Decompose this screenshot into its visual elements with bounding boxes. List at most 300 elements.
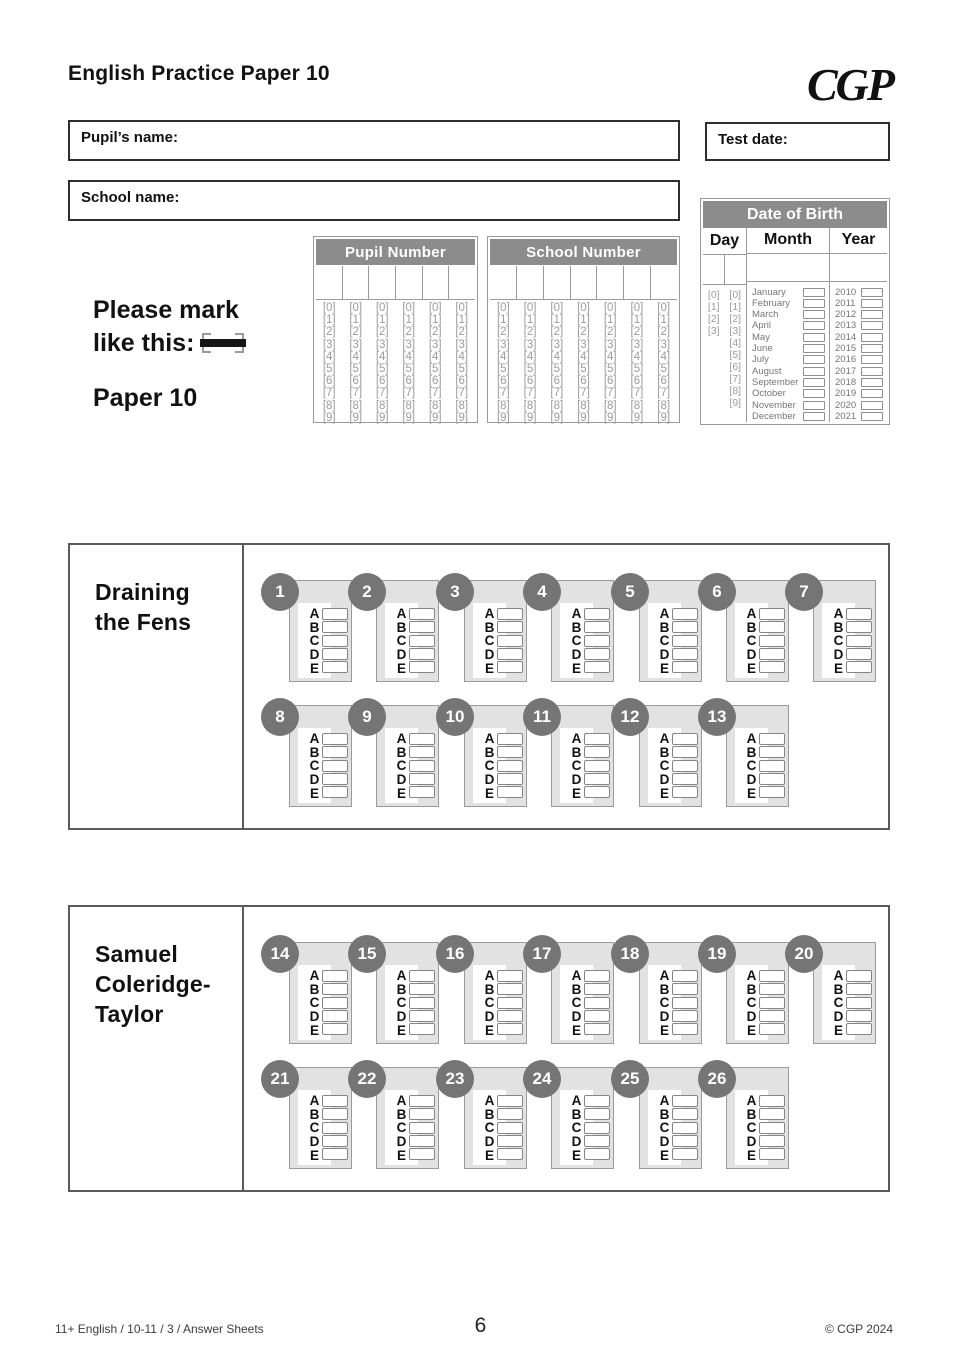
dob-year-box-2017[interactable] bbox=[861, 367, 883, 376]
pupil-number-col5-bubble-8[interactable]: [8] bbox=[428, 399, 442, 412]
school-number-col2-bubble-2[interactable]: [2] bbox=[523, 326, 537, 339]
school-number-write-cell-6[interactable] bbox=[623, 266, 650, 299]
question-7-answer-box-D[interactable] bbox=[846, 648, 872, 660]
school-number-col7-bubble-3[interactable]: [3] bbox=[657, 338, 671, 351]
question-2-answer-box-A[interactable] bbox=[409, 608, 435, 620]
question-14-answer-box-B[interactable] bbox=[322, 983, 348, 995]
question-12-answer-box-E[interactable] bbox=[672, 786, 698, 798]
school-number-col7-bubble-7[interactable]: [7] bbox=[657, 387, 671, 400]
question-19-answer-box-E[interactable] bbox=[759, 1023, 785, 1035]
pupil-number-col3-bubble-8[interactable]: [8] bbox=[375, 399, 389, 412]
school-number-col7-bubble-1[interactable]: [1] bbox=[657, 314, 671, 327]
question-4-answer-box-B[interactable] bbox=[584, 621, 610, 633]
question-10-answer-box-A[interactable] bbox=[497, 733, 523, 745]
question-7-answer-box-E[interactable] bbox=[846, 661, 872, 673]
pupil-number-write-cell-4[interactable] bbox=[395, 266, 422, 299]
school-number-write-cell-4[interactable] bbox=[570, 266, 597, 299]
dob-year-box-2021[interactable] bbox=[861, 412, 883, 421]
school-number-col2-bubble-0[interactable]: [0] bbox=[523, 302, 537, 314]
question-15-answer-box-B[interactable] bbox=[409, 983, 435, 995]
question-15-answer-box-A[interactable] bbox=[409, 970, 435, 982]
question-8-answer-box-C[interactable] bbox=[322, 760, 348, 772]
question-4-answer-box-E[interactable] bbox=[584, 661, 610, 673]
school-name-field[interactable] bbox=[68, 180, 680, 221]
question-10-answer-box-D[interactable] bbox=[497, 773, 523, 785]
pupil-number-write-cell-1[interactable] bbox=[316, 266, 342, 299]
question-25-answer-box-E[interactable] bbox=[672, 1148, 698, 1160]
dob-day-units-bubble-0[interactable]: [0] bbox=[729, 289, 742, 301]
pupil-number-col2-bubble-8[interactable]: [8] bbox=[349, 399, 363, 412]
question-16-answer-box-B[interactable] bbox=[497, 983, 523, 995]
question-21-answer-box-B[interactable] bbox=[322, 1108, 348, 1120]
pupil-number-col4-bubble-1[interactable]: [1] bbox=[402, 314, 416, 327]
pupil-number-col3-bubble-1[interactable]: [1] bbox=[375, 314, 389, 327]
question-12-answer-box-C[interactable] bbox=[672, 760, 698, 772]
school-number-col3-bubble-9[interactable]: [9] bbox=[550, 411, 564, 424]
school-number-col1-bubble-3[interactable]: [3] bbox=[496, 338, 510, 351]
question-6-answer-box-B[interactable] bbox=[759, 621, 785, 633]
pupil-number-col4-bubble-0[interactable]: [0] bbox=[402, 302, 416, 314]
question-24-answer-box-B[interactable] bbox=[584, 1108, 610, 1120]
question-6-answer-box-D[interactable] bbox=[759, 648, 785, 660]
question-1-answer-box-D[interactable] bbox=[322, 648, 348, 660]
pupil-number-col3-bubble-4[interactable]: [4] bbox=[375, 350, 389, 363]
school-number-col4-bubble-5[interactable]: [5] bbox=[577, 363, 590, 376]
question-11-answer-box-D[interactable] bbox=[584, 773, 610, 785]
question-16-answer-box-A[interactable] bbox=[497, 970, 523, 982]
school-number-col2-bubble-8[interactable]: [8] bbox=[523, 399, 537, 412]
school-number-col2-bubble-9[interactable]: [9] bbox=[523, 411, 537, 424]
question-16-answer-box-E[interactable] bbox=[497, 1023, 523, 1035]
question-22-answer-box-B[interactable] bbox=[409, 1108, 435, 1120]
question-18-answer-box-A[interactable] bbox=[672, 970, 698, 982]
question-17-answer-box-B[interactable] bbox=[584, 983, 610, 995]
pupil-number-col5-bubble-2[interactable]: [2] bbox=[428, 326, 442, 339]
question-21-answer-box-E[interactable] bbox=[322, 1148, 348, 1160]
question-14-answer-box-A[interactable] bbox=[322, 970, 348, 982]
school-number-col4-bubble-0[interactable]: [0] bbox=[577, 302, 590, 314]
school-number-col4-bubble-8[interactable]: [8] bbox=[577, 399, 590, 412]
school-number-col1-bubble-9[interactable]: [9] bbox=[496, 411, 510, 424]
question-24-answer-box-C[interactable] bbox=[584, 1122, 610, 1134]
question-13-answer-box-D[interactable] bbox=[759, 773, 785, 785]
dob-day-write-cell-2[interactable] bbox=[724, 255, 746, 284]
pupil-number-col3-bubble-0[interactable]: [0] bbox=[375, 302, 389, 314]
school-number-col1-bubble-0[interactable]: [0] bbox=[496, 302, 510, 314]
question-2-answer-box-C[interactable] bbox=[409, 635, 435, 647]
pupil-number-write-cell-6[interactable] bbox=[448, 266, 475, 299]
question-25-answer-box-A[interactable] bbox=[672, 1095, 698, 1107]
question-24-answer-box-E[interactable] bbox=[584, 1148, 610, 1160]
dob-year-box-2010[interactable] bbox=[861, 288, 883, 297]
pupil-number-col6-bubble-5[interactable]: [5] bbox=[455, 363, 469, 376]
pupil-number-col6-bubble-3[interactable]: [3] bbox=[455, 338, 469, 351]
dob-day-tens-bubble-2[interactable]: [2] bbox=[707, 313, 720, 325]
dob-month-box-march[interactable] bbox=[803, 310, 825, 319]
pupil-number-col5-bubble-7[interactable]: [7] bbox=[428, 387, 442, 400]
dob-year-box-2019[interactable] bbox=[861, 389, 883, 398]
question-3-answer-box-B[interactable] bbox=[497, 621, 523, 633]
question-10-answer-box-C[interactable] bbox=[497, 760, 523, 772]
school-number-col5-bubble-2[interactable]: [2] bbox=[603, 326, 617, 339]
question-14-answer-box-C[interactable] bbox=[322, 997, 348, 1009]
question-8-answer-box-D[interactable] bbox=[322, 773, 348, 785]
pupil-number-col4-bubble-2[interactable]: [2] bbox=[402, 326, 416, 339]
pupil-number-col6-bubble-1[interactable]: [1] bbox=[455, 314, 469, 327]
school-number-col2-bubble-7[interactable]: [7] bbox=[523, 387, 537, 400]
question-21-answer-box-A[interactable] bbox=[322, 1095, 348, 1107]
school-number-col1-bubble-4[interactable]: [4] bbox=[496, 350, 510, 363]
question-3-answer-box-C[interactable] bbox=[497, 635, 523, 647]
pupil-number-col2-bubble-3[interactable]: [3] bbox=[349, 338, 363, 351]
school-number-col5-bubble-1[interactable]: [1] bbox=[603, 314, 617, 327]
question-11-answer-box-A[interactable] bbox=[584, 733, 610, 745]
pupil-number-col3-bubble-3[interactable]: [3] bbox=[375, 338, 389, 351]
question-7-answer-box-A[interactable] bbox=[846, 608, 872, 620]
question-5-answer-box-B[interactable] bbox=[672, 621, 698, 633]
pupil-number-col2-bubble-4[interactable]: [4] bbox=[349, 350, 363, 363]
pupil-number-col6-bubble-2[interactable]: [2] bbox=[455, 326, 469, 339]
pupil-number-col2-bubble-1[interactable]: [1] bbox=[349, 314, 363, 327]
school-number-col4-bubble-4[interactable]: [4] bbox=[577, 350, 590, 363]
pupil-number-col5-bubble-9[interactable]: [9] bbox=[428, 411, 442, 424]
question-24-answer-box-A[interactable] bbox=[584, 1095, 610, 1107]
school-number-col5-bubble-3[interactable]: [3] bbox=[603, 338, 617, 351]
pupil-number-col4-bubble-6[interactable]: [6] bbox=[402, 375, 416, 388]
school-number-col5-bubble-6[interactable]: [6] bbox=[603, 375, 617, 388]
question-25-answer-box-B[interactable] bbox=[672, 1108, 698, 1120]
question-16-answer-box-C[interactable] bbox=[497, 997, 523, 1009]
question-21-answer-box-C[interactable] bbox=[322, 1122, 348, 1134]
pupil-number-col3-bubble-6[interactable]: [6] bbox=[375, 375, 389, 388]
pupil-number-col2-bubble-5[interactable]: [5] bbox=[349, 363, 363, 376]
school-number-col3-bubble-1[interactable]: [1] bbox=[550, 314, 564, 327]
dob-year-box-2013[interactable] bbox=[861, 321, 883, 330]
dob-day-units-bubble-6[interactable]: [6] bbox=[729, 361, 742, 373]
pupil-number-col5-bubble-3[interactable]: [3] bbox=[428, 338, 442, 351]
question-11-answer-box-E[interactable] bbox=[584, 786, 610, 798]
dob-day-units-bubble-2[interactable]: [2] bbox=[729, 313, 742, 325]
school-number-col2-bubble-6[interactable]: [6] bbox=[523, 375, 537, 388]
question-23-answer-box-C[interactable] bbox=[497, 1122, 523, 1134]
question-20-answer-box-D[interactable] bbox=[846, 1010, 872, 1022]
school-number-col5-bubble-4[interactable]: [4] bbox=[603, 350, 617, 363]
question-9-answer-box-B[interactable] bbox=[409, 746, 435, 758]
question-19-answer-box-A[interactable] bbox=[759, 970, 785, 982]
dob-year-write-cell[interactable] bbox=[830, 254, 887, 283]
school-number-col3-bubble-8[interactable]: [8] bbox=[550, 399, 564, 412]
dob-month-box-june[interactable] bbox=[803, 344, 825, 353]
school-number-col3-bubble-2[interactable]: [2] bbox=[550, 326, 564, 339]
school-number-col6-bubble-9[interactable]: [9] bbox=[630, 411, 644, 424]
school-number-write-cell-3[interactable] bbox=[543, 266, 570, 299]
question-19-answer-box-C[interactable] bbox=[759, 997, 785, 1009]
dob-month-box-january[interactable] bbox=[803, 288, 825, 297]
question-9-answer-box-C[interactable] bbox=[409, 760, 435, 772]
question-9-answer-box-D[interactable] bbox=[409, 773, 435, 785]
pupil-number-col5-bubble-6[interactable]: [6] bbox=[428, 375, 442, 388]
school-number-col4-bubble-6[interactable]: [6] bbox=[577, 375, 590, 388]
school-number-col5-bubble-0[interactable]: [0] bbox=[603, 302, 617, 314]
question-11-answer-box-B[interactable] bbox=[584, 746, 610, 758]
question-26-answer-box-D[interactable] bbox=[759, 1135, 785, 1147]
question-19-answer-box-B[interactable] bbox=[759, 983, 785, 995]
school-number-col4-bubble-1[interactable]: [1] bbox=[577, 314, 590, 327]
dob-year-box-2018[interactable] bbox=[861, 378, 883, 387]
question-18-answer-box-D[interactable] bbox=[672, 1010, 698, 1022]
school-number-col6-bubble-0[interactable]: [0] bbox=[630, 302, 644, 314]
school-number-col2-bubble-4[interactable]: [4] bbox=[523, 350, 537, 363]
school-number-col4-bubble-7[interactable]: [7] bbox=[577, 387, 590, 400]
question-17-answer-box-D[interactable] bbox=[584, 1010, 610, 1022]
school-number-write-cell-5[interactable] bbox=[596, 266, 623, 299]
dob-day-units-bubble-3[interactable]: [3] bbox=[729, 325, 742, 337]
school-number-col6-bubble-5[interactable]: [5] bbox=[630, 363, 644, 376]
school-number-col7-bubble-2[interactable]: [2] bbox=[657, 326, 671, 339]
school-number-col6-bubble-7[interactable]: [7] bbox=[630, 387, 644, 400]
question-9-answer-box-A[interactable] bbox=[409, 733, 435, 745]
question-12-answer-box-B[interactable] bbox=[672, 746, 698, 758]
pupil-number-col4-bubble-4[interactable]: [4] bbox=[402, 350, 416, 363]
question-8-answer-box-B[interactable] bbox=[322, 746, 348, 758]
dob-month-box-december[interactable] bbox=[803, 412, 825, 421]
pupil-number-col6-bubble-6[interactable]: [6] bbox=[455, 375, 469, 388]
school-number-col2-bubble-1[interactable]: [1] bbox=[523, 314, 537, 327]
question-13-answer-box-A[interactable] bbox=[759, 733, 785, 745]
pupil-number-col3-bubble-7[interactable]: [7] bbox=[375, 387, 389, 400]
dob-month-box-july[interactable] bbox=[803, 355, 825, 364]
school-number-write-cell-2[interactable] bbox=[516, 266, 543, 299]
pupil-number-col1-bubble-0[interactable]: [0] bbox=[322, 302, 336, 314]
dob-month-box-april[interactable] bbox=[803, 321, 825, 330]
question-26-answer-box-E[interactable] bbox=[759, 1148, 785, 1160]
school-number-col4-bubble-9[interactable]: [9] bbox=[577, 411, 590, 424]
question-5-answer-box-C[interactable] bbox=[672, 635, 698, 647]
dob-year-box-2011[interactable] bbox=[861, 299, 883, 308]
school-number-col5-bubble-5[interactable]: [5] bbox=[603, 363, 617, 376]
question-15-answer-box-C[interactable] bbox=[409, 997, 435, 1009]
question-5-answer-box-A[interactable] bbox=[672, 608, 698, 620]
pupil-number-col2-bubble-6[interactable]: [6] bbox=[349, 375, 363, 388]
question-1-answer-box-C[interactable] bbox=[322, 635, 348, 647]
school-number-col3-bubble-3[interactable]: [3] bbox=[550, 338, 564, 351]
pupil-number-col5-bubble-0[interactable]: [0] bbox=[428, 302, 442, 314]
test-date-field[interactable] bbox=[705, 122, 890, 161]
question-1-answer-box-B[interactable] bbox=[322, 621, 348, 633]
school-number-col6-bubble-8[interactable]: [8] bbox=[630, 399, 644, 412]
question-22-answer-box-A[interactable] bbox=[409, 1095, 435, 1107]
question-20-answer-box-E[interactable] bbox=[846, 1023, 872, 1035]
school-number-col1-bubble-6[interactable]: [6] bbox=[496, 375, 510, 388]
question-15-answer-box-D[interactable] bbox=[409, 1010, 435, 1022]
question-18-answer-box-C[interactable] bbox=[672, 997, 698, 1009]
school-number-col4-bubble-2[interactable]: [2] bbox=[577, 326, 590, 339]
question-2-answer-box-B[interactable] bbox=[409, 621, 435, 633]
question-12-answer-box-A[interactable] bbox=[672, 733, 698, 745]
school-number-col7-bubble-5[interactable]: [5] bbox=[657, 363, 671, 376]
dob-day-units-bubble-1[interactable]: [1] bbox=[729, 301, 742, 313]
school-number-col6-bubble-4[interactable]: [4] bbox=[630, 350, 644, 363]
question-3-answer-box-D[interactable] bbox=[497, 648, 523, 660]
dob-day-tens-bubble-3[interactable]: [3] bbox=[707, 325, 720, 337]
pupil-number-col1-bubble-6[interactable]: [6] bbox=[322, 375, 336, 388]
dob-month-box-september[interactable] bbox=[803, 378, 825, 387]
pupil-number-col2-bubble-9[interactable]: [9] bbox=[349, 411, 363, 424]
question-25-answer-box-C[interactable] bbox=[672, 1122, 698, 1134]
question-24-answer-box-D[interactable] bbox=[584, 1135, 610, 1147]
school-number-col2-bubble-5[interactable]: [5] bbox=[523, 363, 537, 376]
question-22-answer-box-C[interactable] bbox=[409, 1122, 435, 1134]
dob-year-box-2016[interactable] bbox=[861, 355, 883, 364]
question-6-answer-box-A[interactable] bbox=[759, 608, 785, 620]
question-15-answer-box-E[interactable] bbox=[409, 1023, 435, 1035]
school-number-col2-bubble-3[interactable]: [3] bbox=[523, 338, 537, 351]
school-number-write-cell-1[interactable] bbox=[490, 266, 516, 299]
dob-month-box-august[interactable] bbox=[803, 367, 825, 376]
question-12-answer-box-D[interactable] bbox=[672, 773, 698, 785]
school-number-col1-bubble-2[interactable]: [2] bbox=[496, 326, 510, 339]
question-4-answer-box-A[interactable] bbox=[584, 608, 610, 620]
pupil-number-col1-bubble-1[interactable]: [1] bbox=[322, 314, 336, 327]
school-number-col3-bubble-0[interactable]: [0] bbox=[550, 302, 564, 314]
dob-day-write-cell-1[interactable] bbox=[703, 255, 724, 284]
school-number-col7-bubble-8[interactable]: [8] bbox=[657, 399, 671, 412]
dob-day-units-bubble-8[interactable]: [8] bbox=[729, 385, 742, 397]
dob-day-units-bubble-5[interactable]: [5] bbox=[729, 349, 742, 361]
pupil-number-write-cell-3[interactable] bbox=[368, 266, 395, 299]
pupil-number-write-cell-5[interactable] bbox=[422, 266, 449, 299]
pupil-number-col5-bubble-1[interactable]: [1] bbox=[428, 314, 442, 327]
pupil-number-col4-bubble-7[interactable]: [7] bbox=[402, 387, 416, 400]
question-3-answer-box-A[interactable] bbox=[497, 608, 523, 620]
question-20-answer-box-C[interactable] bbox=[846, 997, 872, 1009]
pupil-number-col1-bubble-2[interactable]: [2] bbox=[322, 326, 336, 339]
question-13-answer-box-E[interactable] bbox=[759, 786, 785, 798]
pupil-number-col5-bubble-4[interactable]: [4] bbox=[428, 350, 442, 363]
school-number-col5-bubble-8[interactable]: [8] bbox=[603, 399, 617, 412]
question-17-answer-box-E[interactable] bbox=[584, 1023, 610, 1035]
pupil-number-col5-bubble-5[interactable]: [5] bbox=[428, 363, 442, 376]
question-2-answer-box-D[interactable] bbox=[409, 648, 435, 660]
question-23-answer-box-B[interactable] bbox=[497, 1108, 523, 1120]
question-4-answer-box-D[interactable] bbox=[584, 648, 610, 660]
dob-month-box-november[interactable] bbox=[803, 401, 825, 410]
question-23-answer-box-E[interactable] bbox=[497, 1148, 523, 1160]
question-7-answer-box-B[interactable] bbox=[846, 621, 872, 633]
school-number-col3-bubble-6[interactable]: [6] bbox=[550, 375, 564, 388]
pupil-number-col3-bubble-5[interactable]: [5] bbox=[375, 363, 389, 376]
dob-year-box-2020[interactable] bbox=[861, 401, 883, 410]
question-7-answer-box-C[interactable] bbox=[846, 635, 872, 647]
question-6-answer-box-C[interactable] bbox=[759, 635, 785, 647]
question-16-answer-box-D[interactable] bbox=[497, 1010, 523, 1022]
pupil-number-col1-bubble-4[interactable]: [4] bbox=[322, 350, 336, 363]
question-6-answer-box-E[interactable] bbox=[759, 661, 785, 673]
pupil-number-col4-bubble-5[interactable]: [5] bbox=[402, 363, 416, 376]
school-number-write-cell-7[interactable] bbox=[650, 266, 677, 299]
question-23-answer-box-A[interactable] bbox=[497, 1095, 523, 1107]
dob-month-box-may[interactable] bbox=[803, 333, 825, 342]
pupil-number-col6-bubble-4[interactable]: [4] bbox=[455, 350, 469, 363]
question-23-answer-box-D[interactable] bbox=[497, 1135, 523, 1147]
pupil-number-write-cell-2[interactable] bbox=[342, 266, 369, 299]
dob-day-units-bubble-4[interactable]: [4] bbox=[729, 337, 742, 349]
question-26-answer-box-C[interactable] bbox=[759, 1122, 785, 1134]
question-3-answer-box-E[interactable] bbox=[497, 661, 523, 673]
pupil-number-col1-bubble-7[interactable]: [7] bbox=[322, 387, 336, 400]
school-number-col3-bubble-5[interactable]: [5] bbox=[550, 363, 564, 376]
school-number-col7-bubble-4[interactable]: [4] bbox=[657, 350, 671, 363]
school-number-col6-bubble-2[interactable]: [2] bbox=[630, 326, 644, 339]
school-number-col6-bubble-6[interactable]: [6] bbox=[630, 375, 644, 388]
school-number-col4-bubble-3[interactable]: [3] bbox=[577, 338, 590, 351]
school-number-col1-bubble-8[interactable]: [8] bbox=[496, 399, 510, 412]
question-17-answer-box-C[interactable] bbox=[584, 997, 610, 1009]
question-22-answer-box-D[interactable] bbox=[409, 1135, 435, 1147]
dob-day-units-bubble-7[interactable]: [7] bbox=[729, 373, 742, 385]
school-number-col5-bubble-9[interactable]: [9] bbox=[603, 411, 617, 424]
school-number-col7-bubble-9[interactable]: [9] bbox=[657, 411, 671, 424]
dob-day-tens-bubble-1[interactable]: [1] bbox=[707, 301, 720, 313]
pupil-number-col2-bubble-2[interactable]: [2] bbox=[349, 326, 363, 339]
question-19-answer-box-D[interactable] bbox=[759, 1010, 785, 1022]
question-13-answer-box-C[interactable] bbox=[759, 760, 785, 772]
question-26-answer-box-B[interactable] bbox=[759, 1108, 785, 1120]
question-25-answer-box-D[interactable] bbox=[672, 1135, 698, 1147]
pupil-number-col4-bubble-9[interactable]: [9] bbox=[402, 411, 416, 424]
dob-month-box-february[interactable] bbox=[803, 299, 825, 308]
pupil-number-col6-bubble-9[interactable]: [9] bbox=[455, 411, 469, 424]
question-8-answer-box-A[interactable] bbox=[322, 733, 348, 745]
question-14-answer-box-E[interactable] bbox=[322, 1023, 348, 1035]
pupil-number-col2-bubble-7[interactable]: [7] bbox=[349, 387, 363, 400]
pupil-number-col1-bubble-3[interactable]: [3] bbox=[322, 338, 336, 351]
school-number-col7-bubble-0[interactable]: [0] bbox=[657, 302, 671, 314]
school-number-col5-bubble-7[interactable]: [7] bbox=[603, 387, 617, 400]
dob-year-box-2012[interactable] bbox=[861, 310, 883, 319]
question-21-answer-box-D[interactable] bbox=[322, 1135, 348, 1147]
question-8-answer-box-E[interactable] bbox=[322, 786, 348, 798]
question-9-answer-box-E[interactable] bbox=[409, 786, 435, 798]
pupil-number-col4-bubble-3[interactable]: [3] bbox=[402, 338, 416, 351]
question-4-answer-box-C[interactable] bbox=[584, 635, 610, 647]
school-number-col7-bubble-6[interactable]: [6] bbox=[657, 375, 671, 388]
question-13-answer-box-B[interactable] bbox=[759, 746, 785, 758]
school-number-col1-bubble-5[interactable]: [5] bbox=[496, 363, 510, 376]
pupil-number-col1-bubble-5[interactable]: [5] bbox=[322, 363, 336, 376]
pupil-number-col4-bubble-8[interactable]: [8] bbox=[402, 399, 416, 412]
question-14-answer-box-D[interactable] bbox=[322, 1010, 348, 1022]
pupil-number-col6-bubble-0[interactable]: [0] bbox=[455, 302, 469, 314]
dob-year-box-2014[interactable] bbox=[861, 333, 883, 342]
school-number-col3-bubble-7[interactable]: [7] bbox=[550, 387, 564, 400]
dob-day-tens-bubble-0[interactable]: [0] bbox=[707, 289, 720, 301]
question-26-answer-box-A[interactable] bbox=[759, 1095, 785, 1107]
pupil-number-col6-bubble-8[interactable]: [8] bbox=[455, 399, 469, 412]
question-5-answer-box-D[interactable] bbox=[672, 648, 698, 660]
pupil-number-col2-bubble-0[interactable]: [0] bbox=[349, 302, 363, 314]
school-number-col6-bubble-3[interactable]: [3] bbox=[630, 338, 644, 351]
pupil-number-col3-bubble-9[interactable]: [9] bbox=[375, 411, 389, 424]
school-number-col3-bubble-4[interactable]: [4] bbox=[550, 350, 564, 363]
question-5-answer-box-E[interactable] bbox=[672, 661, 698, 673]
question-18-answer-box-B[interactable] bbox=[672, 983, 698, 995]
school-number-col1-bubble-1[interactable]: [1] bbox=[496, 314, 510, 327]
question-10-answer-box-B[interactable] bbox=[497, 746, 523, 758]
question-20-answer-box-A[interactable] bbox=[846, 970, 872, 982]
question-22-answer-box-E[interactable] bbox=[409, 1148, 435, 1160]
pupil-name-field[interactable] bbox=[68, 120, 680, 161]
